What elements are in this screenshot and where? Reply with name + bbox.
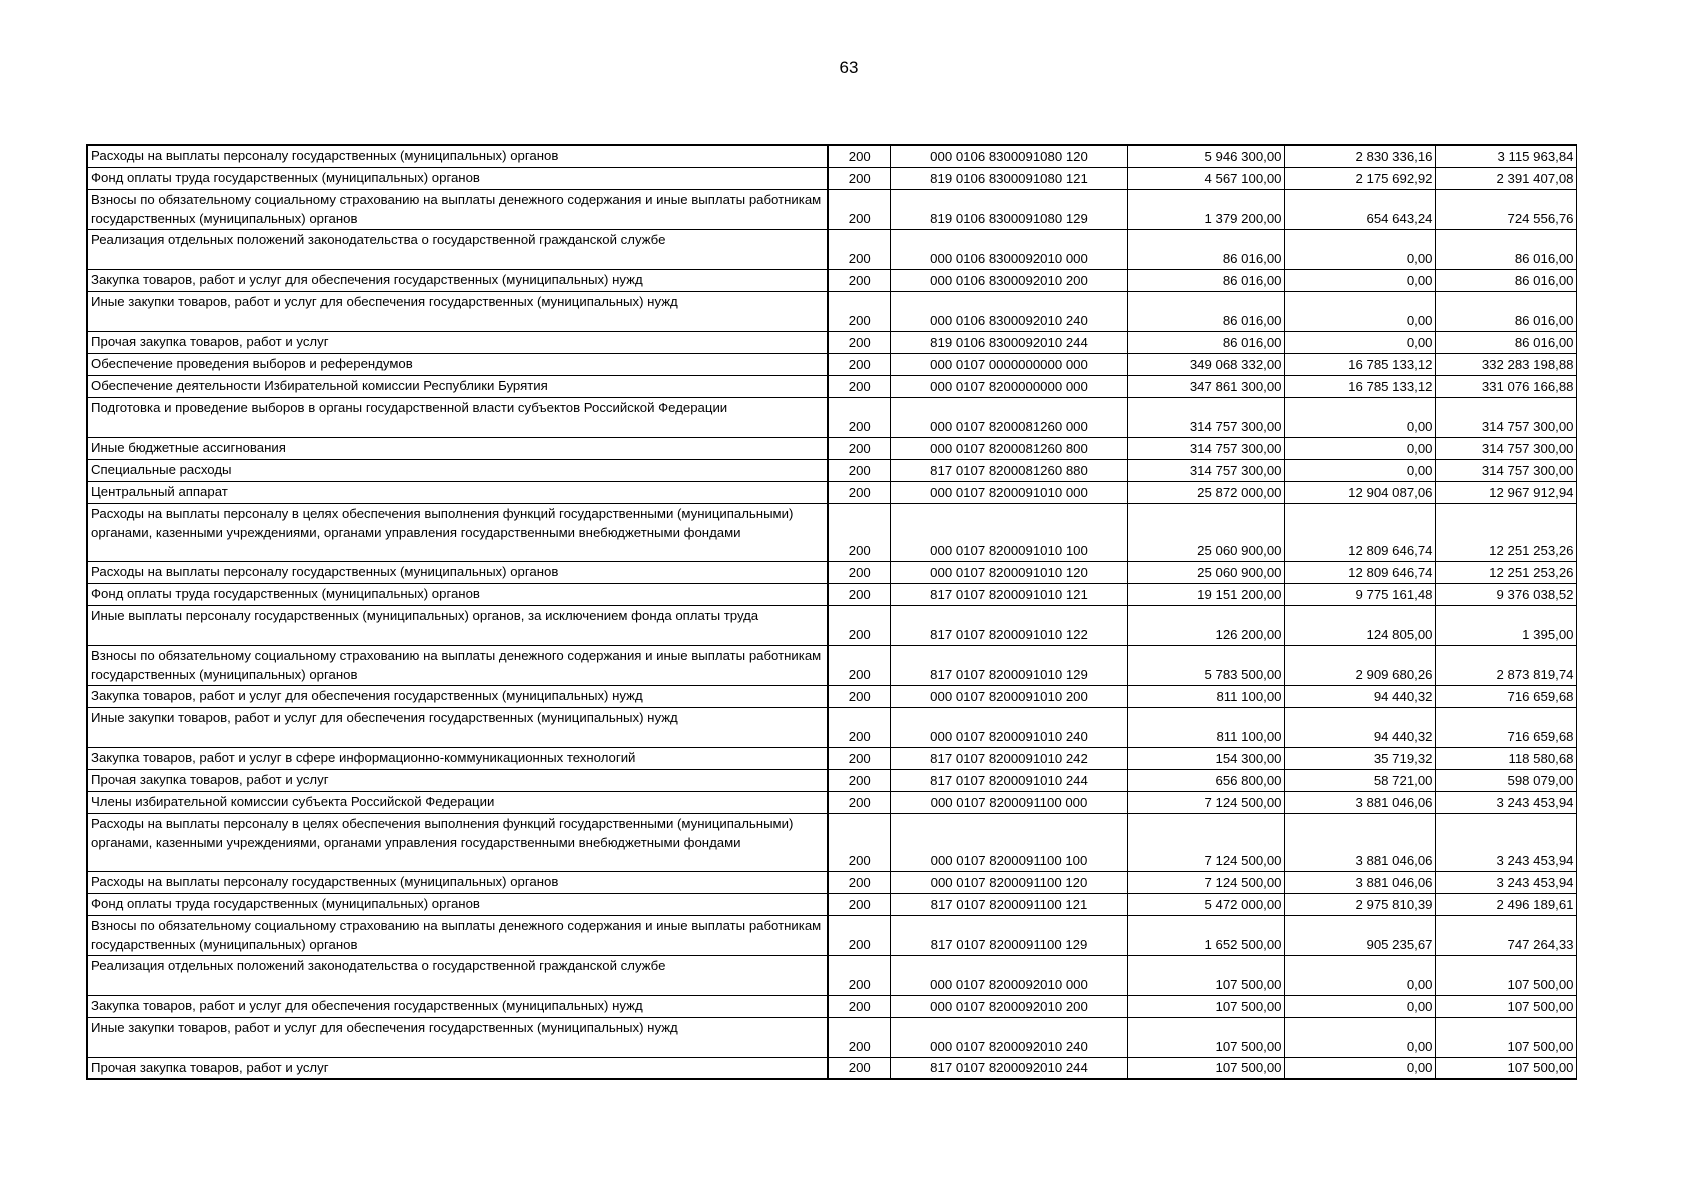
row-classification-code-cell: 000 0107 8200091010 000 bbox=[890, 481, 1127, 503]
row-approved-amount-cell: 154 300,00 bbox=[1127, 747, 1284, 769]
row-remaining-amount-cell: 86 016,00 bbox=[1435, 269, 1576, 291]
row-name-cell: Расходы на выплаты персоналу в целях обеспечения выполнения функций государственными (муниципальными) органами, казенными учреждениями, органами управления государственными внебюджетными фондами bbox=[87, 813, 828, 871]
row-classification-code-cell: 000 0106 8300092010 000 bbox=[890, 229, 1127, 269]
row-name-cell: Закупка товаров, работ и услуг для обеспечения государственных (муниципальных) нужд bbox=[87, 269, 828, 291]
row-executed-amount-cell: 2 909 680,26 bbox=[1284, 645, 1435, 685]
row-executed-amount-cell: 2 175 692,92 bbox=[1284, 167, 1435, 189]
row-classification-code-cell: 819 0106 8300091080 121 bbox=[890, 167, 1127, 189]
table-row bbox=[87, 583, 1576, 605]
row-remaining-amount-cell: 12 251 253,26 bbox=[1435, 503, 1576, 561]
row-code-cell: 200 bbox=[828, 769, 890, 791]
row-name-cell: Взносы по обязательному социальному страхованию на выплаты денежного содержания и иные выплаты работникам государственных (муниципальных) органов bbox=[87, 915, 828, 955]
row-executed-amount-cell: 16 785 133,12 bbox=[1284, 375, 1435, 397]
row-name-cell: Расходы на выплаты персоналу государственных (муниципальных) органов bbox=[87, 871, 828, 893]
row-code-cell: 200 bbox=[828, 955, 890, 995]
row-name-cell: Расходы на выплаты персоналу государственных (муниципальных) органов bbox=[87, 145, 828, 167]
row-code-cell: 200 bbox=[828, 291, 890, 331]
row-classification-code-cell: 000 0107 8200091010 120 bbox=[890, 561, 1127, 583]
row-code-cell: 200 bbox=[828, 645, 890, 685]
table-row bbox=[87, 145, 1576, 167]
row-approved-amount-cell: 107 500,00 bbox=[1127, 1057, 1284, 1079]
row-executed-amount-cell: 0,00 bbox=[1284, 437, 1435, 459]
row-executed-amount-cell: 94 440,32 bbox=[1284, 707, 1435, 747]
row-classification-code-cell: 000 0107 8200092010 200 bbox=[890, 995, 1127, 1017]
row-approved-amount-cell: 314 757 300,00 bbox=[1127, 437, 1284, 459]
row-classification-code-cell: 000 0107 8200091010 240 bbox=[890, 707, 1127, 747]
row-classification-code-cell: 817 0107 8200091100 121 bbox=[890, 893, 1127, 915]
row-classification-code-cell: 000 0107 0000000000 000 bbox=[890, 353, 1127, 375]
row-executed-amount-cell: 0,00 bbox=[1284, 269, 1435, 291]
row-code-cell: 200 bbox=[828, 791, 890, 813]
table-row bbox=[87, 605, 1576, 645]
row-approved-amount-cell: 314 757 300,00 bbox=[1127, 459, 1284, 481]
row-approved-amount-cell: 1 652 500,00 bbox=[1127, 915, 1284, 955]
row-executed-amount-cell: 654 643,24 bbox=[1284, 189, 1435, 229]
table-row bbox=[87, 995, 1576, 1017]
row-code-cell: 200 bbox=[828, 871, 890, 893]
row-approved-amount-cell: 107 500,00 bbox=[1127, 1017, 1284, 1057]
row-code-cell: 200 bbox=[828, 269, 890, 291]
row-code-cell: 200 bbox=[828, 331, 890, 353]
row-remaining-amount-cell: 107 500,00 bbox=[1435, 1057, 1576, 1079]
row-name-cell: Фонд оплаты труда государственных (муниципальных) органов bbox=[87, 583, 828, 605]
row-approved-amount-cell: 314 757 300,00 bbox=[1127, 397, 1284, 437]
row-executed-amount-cell: 9 775 161,48 bbox=[1284, 583, 1435, 605]
row-approved-amount-cell: 811 100,00 bbox=[1127, 707, 1284, 747]
row-name-cell: Реализация отдельных положений законодательства о государственной гражданской службе bbox=[87, 955, 828, 995]
row-remaining-amount-cell: 3 243 453,94 bbox=[1435, 871, 1576, 893]
row-classification-code-cell: 000 0107 8200091100 000 bbox=[890, 791, 1127, 813]
row-approved-amount-cell: 5 472 000,00 bbox=[1127, 893, 1284, 915]
row-code-cell: 200 bbox=[828, 915, 890, 955]
row-remaining-amount-cell: 598 079,00 bbox=[1435, 769, 1576, 791]
row-executed-amount-cell: 3 881 046,06 bbox=[1284, 813, 1435, 871]
row-code-cell: 200 bbox=[828, 437, 890, 459]
row-code-cell: 200 bbox=[828, 605, 890, 645]
row-executed-amount-cell: 12 809 646,74 bbox=[1284, 503, 1435, 561]
row-remaining-amount-cell: 724 556,76 bbox=[1435, 189, 1576, 229]
table-row bbox=[87, 747, 1576, 769]
row-classification-code-cell: 819 0106 8300091080 129 bbox=[890, 189, 1127, 229]
row-approved-amount-cell: 811 100,00 bbox=[1127, 685, 1284, 707]
row-remaining-amount-cell: 314 757 300,00 bbox=[1435, 397, 1576, 437]
row-executed-amount-cell: 94 440,32 bbox=[1284, 685, 1435, 707]
row-code-cell: 200 bbox=[828, 1057, 890, 1079]
row-executed-amount-cell: 0,00 bbox=[1284, 397, 1435, 437]
row-name-cell: Фонд оплаты труда государственных (муниципальных) органов bbox=[87, 167, 828, 189]
row-approved-amount-cell: 4 567 100,00 bbox=[1127, 167, 1284, 189]
row-approved-amount-cell: 86 016,00 bbox=[1127, 269, 1284, 291]
row-approved-amount-cell: 25 872 000,00 bbox=[1127, 481, 1284, 503]
row-name-cell: Иные бюджетные ассигнования bbox=[87, 437, 828, 459]
row-code-cell: 200 bbox=[828, 1017, 890, 1057]
row-approved-amount-cell: 7 124 500,00 bbox=[1127, 871, 1284, 893]
row-code-cell: 200 bbox=[828, 189, 890, 229]
table-row bbox=[87, 189, 1576, 229]
row-classification-code-cell: 817 0107 8200091100 129 bbox=[890, 915, 1127, 955]
row-name-cell: Прочая закупка товаров, работ и услуг bbox=[87, 769, 828, 791]
row-name-cell: Закупка товаров, работ и услуг для обеспечения государственных (муниципальных) нужд bbox=[87, 995, 828, 1017]
row-approved-amount-cell: 86 016,00 bbox=[1127, 331, 1284, 353]
row-approved-amount-cell: 86 016,00 bbox=[1127, 291, 1284, 331]
row-code-cell: 200 bbox=[828, 145, 890, 167]
row-remaining-amount-cell: 9 376 038,52 bbox=[1435, 583, 1576, 605]
row-remaining-amount-cell: 314 757 300,00 bbox=[1435, 459, 1576, 481]
row-classification-code-cell: 817 0107 8200091010 242 bbox=[890, 747, 1127, 769]
row-name-cell: Обеспечение проведения выборов и референдумов bbox=[87, 353, 828, 375]
row-code-cell: 200 bbox=[828, 229, 890, 269]
row-classification-code-cell: 000 0106 8300092010 200 bbox=[890, 269, 1127, 291]
row-name-cell: Подготовка и проведение выборов в органы государственной власти субъектов Российской Федерации bbox=[87, 397, 828, 437]
row-classification-code-cell: 000 0107 8200091100 100 bbox=[890, 813, 1127, 871]
row-name-cell: Члены избирательной комиссии субъекта Российской Федерации bbox=[87, 791, 828, 813]
row-approved-amount-cell: 86 016,00 bbox=[1127, 229, 1284, 269]
row-approved-amount-cell: 25 060 900,00 bbox=[1127, 503, 1284, 561]
row-name-cell: Иные выплаты персоналу государственных (муниципальных) органов, за исключением фонда оплаты труда bbox=[87, 605, 828, 645]
table-row bbox=[87, 459, 1576, 481]
table-row bbox=[87, 1057, 1576, 1079]
table-row bbox=[87, 375, 1576, 397]
row-remaining-amount-cell: 12 251 253,26 bbox=[1435, 561, 1576, 583]
row-classification-code-cell: 000 0107 8200092010 000 bbox=[890, 955, 1127, 995]
row-classification-code-cell: 817 0107 8200092010 244 bbox=[890, 1057, 1127, 1079]
row-executed-amount-cell: 2 975 810,39 bbox=[1284, 893, 1435, 915]
row-classification-code-cell: 000 0107 8200000000 000 bbox=[890, 375, 1127, 397]
row-code-cell: 200 bbox=[828, 893, 890, 915]
row-remaining-amount-cell: 107 500,00 bbox=[1435, 955, 1576, 995]
table-row bbox=[87, 437, 1576, 459]
row-remaining-amount-cell: 716 659,68 bbox=[1435, 685, 1576, 707]
table-row bbox=[87, 645, 1576, 685]
row-executed-amount-cell: 12 904 087,06 bbox=[1284, 481, 1435, 503]
row-executed-amount-cell: 58 721,00 bbox=[1284, 769, 1435, 791]
row-executed-amount-cell: 2 830 336,16 bbox=[1284, 145, 1435, 167]
row-approved-amount-cell: 7 124 500,00 bbox=[1127, 791, 1284, 813]
row-code-cell: 200 bbox=[828, 353, 890, 375]
row-executed-amount-cell: 3 881 046,06 bbox=[1284, 871, 1435, 893]
row-name-cell: Иные закупки товаров, работ и услуг для обеспечения государственных (муниципальных) нужд bbox=[87, 1017, 828, 1057]
row-name-cell: Обеспечение деятельности Избирательной комиссии Республики Бурятия bbox=[87, 375, 828, 397]
row-remaining-amount-cell: 86 016,00 bbox=[1435, 331, 1576, 353]
row-code-cell: 200 bbox=[828, 459, 890, 481]
row-remaining-amount-cell: 86 016,00 bbox=[1435, 229, 1576, 269]
table-row bbox=[87, 481, 1576, 503]
row-classification-code-cell: 817 0107 8200091010 129 bbox=[890, 645, 1127, 685]
row-remaining-amount-cell: 107 500,00 bbox=[1435, 1017, 1576, 1057]
row-code-cell: 200 bbox=[828, 561, 890, 583]
row-classification-code-cell: 000 0107 8200081260 000 bbox=[890, 397, 1127, 437]
table-row bbox=[87, 353, 1576, 375]
row-executed-amount-cell: 0,00 bbox=[1284, 229, 1435, 269]
row-remaining-amount-cell: 1 395,00 bbox=[1435, 605, 1576, 645]
table-row bbox=[87, 269, 1576, 291]
row-executed-amount-cell: 905 235,67 bbox=[1284, 915, 1435, 955]
row-name-cell: Центральный аппарат bbox=[87, 481, 828, 503]
row-approved-amount-cell: 107 500,00 bbox=[1127, 995, 1284, 1017]
row-remaining-amount-cell: 86 016,00 bbox=[1435, 291, 1576, 331]
table-row bbox=[87, 791, 1576, 813]
row-approved-amount-cell: 656 800,00 bbox=[1127, 769, 1284, 791]
row-executed-amount-cell: 0,00 bbox=[1284, 1017, 1435, 1057]
row-name-cell: Закупка товаров, работ и услуг в сфере информационно-коммуникационных технологий bbox=[87, 747, 828, 769]
row-name-cell: Прочая закупка товаров, работ и услуг bbox=[87, 331, 828, 353]
row-remaining-amount-cell: 107 500,00 bbox=[1435, 995, 1576, 1017]
row-remaining-amount-cell: 3 243 453,94 bbox=[1435, 791, 1576, 813]
table-row bbox=[87, 331, 1576, 353]
row-approved-amount-cell: 5 946 300,00 bbox=[1127, 145, 1284, 167]
table-row bbox=[87, 871, 1576, 893]
row-name-cell: Прочая закупка товаров, работ и услуг bbox=[87, 1057, 828, 1079]
table-row bbox=[87, 955, 1576, 995]
row-code-cell: 200 bbox=[828, 995, 890, 1017]
table-row bbox=[87, 291, 1576, 331]
row-executed-amount-cell: 0,00 bbox=[1284, 459, 1435, 481]
row-approved-amount-cell: 25 060 900,00 bbox=[1127, 561, 1284, 583]
row-remaining-amount-cell: 3 115 963,84 bbox=[1435, 145, 1576, 167]
row-executed-amount-cell: 0,00 bbox=[1284, 291, 1435, 331]
row-remaining-amount-cell: 12 967 912,94 bbox=[1435, 481, 1576, 503]
table-row bbox=[87, 503, 1576, 561]
row-name-cell: Расходы на выплаты персоналу государственных (муниципальных) органов bbox=[87, 561, 828, 583]
row-approved-amount-cell: 349 068 332,00 bbox=[1127, 353, 1284, 375]
row-approved-amount-cell: 5 783 500,00 bbox=[1127, 645, 1284, 685]
row-remaining-amount-cell: 331 076 166,88 bbox=[1435, 375, 1576, 397]
table-row bbox=[87, 167, 1576, 189]
row-code-cell: 200 bbox=[828, 813, 890, 871]
row-name-cell: Расходы на выплаты персоналу в целях обеспечения выполнения функций государственными (муниципальными) органами, казенными учреждениями, органами управления государственными внебюджетными фондами bbox=[87, 503, 828, 561]
row-classification-code-cell: 000 0107 8200091010 200 bbox=[890, 685, 1127, 707]
row-classification-code-cell: 000 0106 8300091080 120 bbox=[890, 145, 1127, 167]
table-row bbox=[87, 685, 1576, 707]
row-code-cell: 200 bbox=[828, 481, 890, 503]
row-approved-amount-cell: 126 200,00 bbox=[1127, 605, 1284, 645]
row-classification-code-cell: 000 0107 8200081260 800 bbox=[890, 437, 1127, 459]
row-approved-amount-cell: 7 124 500,00 bbox=[1127, 813, 1284, 871]
row-remaining-amount-cell: 3 243 453,94 bbox=[1435, 813, 1576, 871]
row-classification-code-cell: 000 0107 8200091010 100 bbox=[890, 503, 1127, 561]
row-classification-code-cell: 817 0107 8200091010 244 bbox=[890, 769, 1127, 791]
row-code-cell: 200 bbox=[828, 685, 890, 707]
table-row bbox=[87, 1017, 1576, 1057]
row-executed-amount-cell: 3 881 046,06 bbox=[1284, 791, 1435, 813]
row-approved-amount-cell: 347 861 300,00 bbox=[1127, 375, 1284, 397]
row-name-cell: Иные закупки товаров, работ и услуг для обеспечения государственных (муниципальных) нужд bbox=[87, 291, 828, 331]
row-remaining-amount-cell: 747 264,33 bbox=[1435, 915, 1576, 955]
row-remaining-amount-cell: 2 496 189,61 bbox=[1435, 893, 1576, 915]
row-classification-code-cell: 817 0107 8200091010 121 bbox=[890, 583, 1127, 605]
row-name-cell: Специальные расходы bbox=[87, 459, 828, 481]
row-executed-amount-cell: 12 809 646,74 bbox=[1284, 561, 1435, 583]
row-executed-amount-cell: 0,00 bbox=[1284, 331, 1435, 353]
row-code-cell: 200 bbox=[828, 397, 890, 437]
row-name-cell: Реализация отдельных положений законодательства о государственной гражданской службе bbox=[87, 229, 828, 269]
row-remaining-amount-cell: 332 283 198,88 bbox=[1435, 353, 1576, 375]
table-row bbox=[87, 561, 1576, 583]
row-approved-amount-cell: 1 379 200,00 bbox=[1127, 189, 1284, 229]
table-row bbox=[87, 893, 1576, 915]
row-name-cell: Закупка товаров, работ и услуг для обеспечения государственных (муниципальных) нужд bbox=[87, 685, 828, 707]
row-classification-code-cell: 000 0107 8200091100 120 bbox=[890, 871, 1127, 893]
row-executed-amount-cell: 0,00 bbox=[1284, 955, 1435, 995]
row-name-cell: Иные закупки товаров, работ и услуг для обеспечения государственных (муниципальных) нужд bbox=[87, 707, 828, 747]
row-classification-code-cell: 000 0106 8300092010 240 bbox=[890, 291, 1127, 331]
row-classification-code-cell: 819 0106 8300092010 244 bbox=[890, 331, 1127, 353]
row-executed-amount-cell: 0,00 bbox=[1284, 995, 1435, 1017]
row-executed-amount-cell: 124 805,00 bbox=[1284, 605, 1435, 645]
table-row bbox=[87, 397, 1576, 437]
row-executed-amount-cell: 0,00 bbox=[1284, 1057, 1435, 1079]
budget-execution-table bbox=[86, 144, 1577, 1080]
row-name-cell: Взносы по обязательному социальному страхованию на выплаты денежного содержания и иные выплаты работникам государственных (муниципальных) органов bbox=[87, 645, 828, 685]
row-code-cell: 200 bbox=[828, 747, 890, 769]
page-number: 63 bbox=[839, 58, 859, 77]
row-classification-code-cell: 817 0107 8200091010 122 bbox=[890, 605, 1127, 645]
row-approved-amount-cell: 107 500,00 bbox=[1127, 955, 1284, 995]
table-row bbox=[87, 229, 1576, 269]
table-body bbox=[87, 145, 1576, 1079]
row-code-cell: 200 bbox=[828, 503, 890, 561]
row-classification-code-cell: 817 0107 8200081260 880 bbox=[890, 459, 1127, 481]
row-code-cell: 200 bbox=[828, 375, 890, 397]
table-row bbox=[87, 707, 1576, 747]
row-code-cell: 200 bbox=[828, 167, 890, 189]
row-code-cell: 200 bbox=[828, 583, 890, 605]
row-remaining-amount-cell: 314 757 300,00 bbox=[1435, 437, 1576, 459]
row-name-cell: Взносы по обязательному социальному страхованию на выплаты денежного содержания и иные выплаты работникам государственных (муниципальных) органов bbox=[87, 189, 828, 229]
row-approved-amount-cell: 19 151 200,00 bbox=[1127, 583, 1284, 605]
table-row bbox=[87, 813, 1576, 871]
row-remaining-amount-cell: 2 391 407,08 bbox=[1435, 167, 1576, 189]
row-code-cell: 200 bbox=[828, 707, 890, 747]
row-executed-amount-cell: 35 719,32 bbox=[1284, 747, 1435, 769]
row-remaining-amount-cell: 118 580,68 bbox=[1435, 747, 1576, 769]
row-remaining-amount-cell: 2 873 819,74 bbox=[1435, 645, 1576, 685]
table-row bbox=[87, 915, 1576, 955]
table-row bbox=[87, 769, 1576, 791]
row-executed-amount-cell: 16 785 133,12 bbox=[1284, 353, 1435, 375]
row-name-cell: Фонд оплаты труда государственных (муниципальных) органов bbox=[87, 893, 828, 915]
row-remaining-amount-cell: 716 659,68 bbox=[1435, 707, 1576, 747]
row-classification-code-cell: 000 0107 8200092010 240 bbox=[890, 1017, 1127, 1057]
